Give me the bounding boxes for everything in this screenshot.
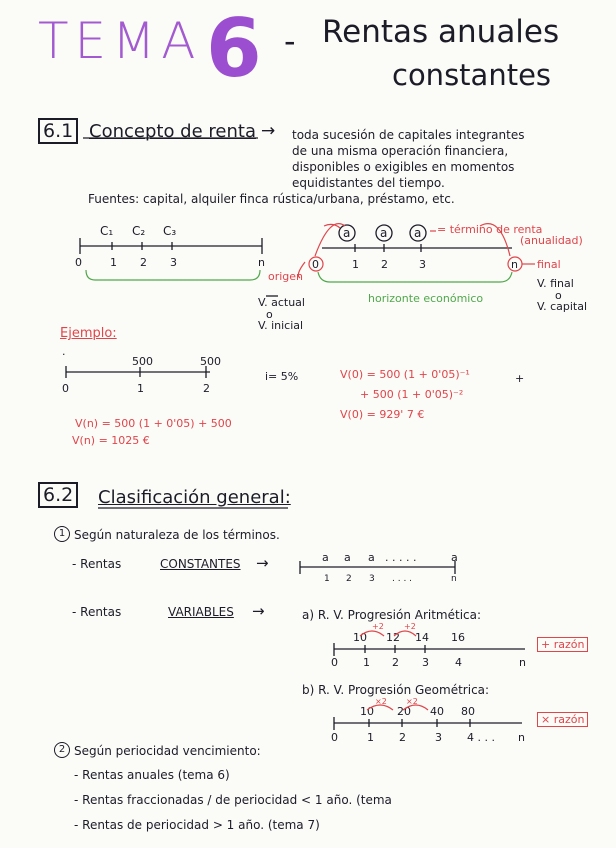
timeline2-tick-n: n [511,258,518,271]
geo-value-4: 80 [461,705,475,718]
rentas-constantes-prefix: - Rentas [72,557,122,571]
vn-formula: V(n) = 500 (1 + 0'05) + 500 [75,417,232,430]
v0-formula-line-2: + 500 (1 + 0'05)⁻² [360,388,464,401]
timeline1-tick-2: 2 [140,256,147,269]
definition-line-4: equidistantes del tiempo. [292,176,445,190]
razon-suma-tag: + razón [537,637,588,652]
timeline1-tick-n: n [258,256,265,269]
bracket-arc [480,224,510,256]
arit-value-2: 12 [386,631,400,644]
section-6-2-number: 6.2 [38,482,78,508]
ejemplo-amount-2: 500 [200,355,221,368]
definition-line-1: toda sucesión de capitales integrantes [292,128,525,142]
geo-tick-3: 3 [435,731,442,744]
v0-result: V(0) = 929' 7 € [340,408,425,421]
section-6-2-title: Clasificación general: [98,487,291,508]
item-number-2: 2 [54,742,70,758]
timeline2-tick-3: 3 [419,258,426,271]
const-term-dots: . . . . . [385,551,417,564]
arit-value-4: 16 [451,631,465,644]
term-circle [376,225,392,241]
ejemplo-tick-1: 1 [137,382,144,395]
arit-arc-2 [394,631,416,636]
arrow-icon: → [261,121,276,141]
capital-label-3: C₃ [163,224,177,238]
term-circle [339,225,355,241]
geo-arc-2 [403,705,428,710]
title-line-1: Rentas anuales [322,14,560,50]
geo-tick-0: 0 [331,731,338,744]
const-tick-n: n [451,574,457,584]
term-a-1: a [343,226,351,240]
timeline2-tick-2: 2 [381,258,388,271]
ejemplo-amount-1: 500 [132,355,153,368]
geo-tick-4: 4 . . . [467,731,495,744]
const-tick-3: 3 [369,574,375,584]
timeline1-tick-1: 1 [110,256,117,269]
rentas-anuales-item: - Rentas anuales (tema 6) [74,768,230,782]
origen-label: origen [268,270,304,283]
const-tick-dots: . . . . [392,574,413,584]
const-tick-1: 1 [324,574,330,584]
ejemplo-label: Ejemplo: [60,326,117,341]
timeline1-tick-0: 0 [75,256,82,269]
rentas-fraccionadas-item: - Rentas fraccionadas / de periocidad < 1 año. (tema [74,793,392,807]
geo-value-2: 20 [397,705,411,718]
vinicial-label: V. inicial [258,319,304,332]
v0-formula-line-1: V(0) = 500 (1 + 0'05)⁻¹ [340,368,470,381]
vfinal-label: V. final [537,277,574,290]
arit-tick-3: 3 [422,656,429,669]
vn-result: V(n) = 1025 € [72,434,150,447]
final-circle [508,257,522,271]
ejemplo-tick-0: 0 [62,382,69,395]
arit-arc-1 [360,631,384,636]
anualidad-label: (anualidad) [520,234,583,247]
timeline2-tick-0: 0 [312,258,319,271]
horizon-brace [318,272,512,282]
arrow-icon: → [256,554,269,572]
interest-rate: i= 5% [265,370,299,383]
arit-tick-1: 1 [363,656,370,669]
section-6-1-number: 6.1 [38,118,78,144]
const-term-2: a [344,551,351,564]
o-label-2: o [266,308,273,321]
arit-value-1: 10 [353,631,367,644]
const-term-3: a [368,551,375,564]
geo-tick-1: 1 [367,731,374,744]
term-a-3: a [414,226,422,240]
geo-tick-2: 2 [399,731,406,744]
geo-op-1: ×2 [375,697,387,706]
arit-tick-2: 2 [392,656,399,669]
horizonte-label: horizonte económico [368,292,484,305]
title-dash: - [284,22,296,60]
arit-tick-4: 4 [455,656,462,669]
const-term-n: a [451,551,458,564]
constantes-label: CONSTANTES [160,557,241,571]
origin-circle [309,257,323,271]
geo-arc-1 [367,705,393,710]
capital-brace [86,270,260,280]
term-circle [410,225,426,241]
arit-tick-n: n [519,656,526,669]
naturaleza-label: Según naturaleza de los términos. [74,528,280,542]
ejemplo-tick-2: 2 [203,382,210,395]
title-line-2: constantes [392,58,552,92]
timeline1-tick-3: 3 [170,256,177,269]
periocidad-label: Según periocidad vencimiento: [74,744,261,758]
arit-value-3: 14 [415,631,429,644]
v0-plus: + [515,372,525,385]
o-label-1: o [555,289,562,302]
arit-op-2: +2 [404,622,416,631]
arit-tick-0: 0 [331,656,338,669]
geo-op-2: ×2 [406,697,418,706]
geo-tick-n: n [518,731,525,744]
termino-label: = término de renta [437,223,543,236]
section-6-1-title: Concepto de renta [89,121,256,142]
timeline2-tick-1: 1 [352,258,359,271]
arit-op-1: +2 [372,622,384,631]
const-term-1: a [322,551,329,564]
final-label: final [537,258,561,271]
arrow-icon: → [252,602,265,620]
vcapital-label: V. capital [537,300,588,313]
ejemplo-dot: · [62,348,66,361]
razon-producto-tag: × razón [537,712,588,727]
term-a-2: a [380,226,388,240]
geo-value-3: 40 [430,705,444,718]
fuentes-text: Fuentes: capital, alquiler finca rústica/urbana, préstamo, etc. [88,192,455,206]
rentas-variables-prefix: - Rentas [72,605,122,619]
definition-line-2: de una misma operación financiera, [292,144,509,158]
capital-label-2: C₂ [132,224,146,238]
tema-label: TEMA [38,12,202,70]
variables-label: VARIABLES [168,605,234,619]
origen-arrow [298,262,305,278]
rentas-mayor-ano-item: - Rentas de periocidad > 1 año. (tema 7) [74,818,320,832]
definition-line-3: disponibles o exigibles en momentos [292,160,515,174]
aritmetica-label: a) R. V. Progresión Aritmética: [302,608,482,622]
item-number-1: 1 [54,526,70,542]
vactual-label: V. actual [258,296,305,309]
capital-label-1: C₁ [100,224,114,238]
geometrica-label: b) R. V. Progresión Geométrica: [302,683,490,697]
const-tick-2: 2 [346,574,352,584]
tema-number: 6 [206,2,262,95]
geo-value-1: 10 [360,705,374,718]
